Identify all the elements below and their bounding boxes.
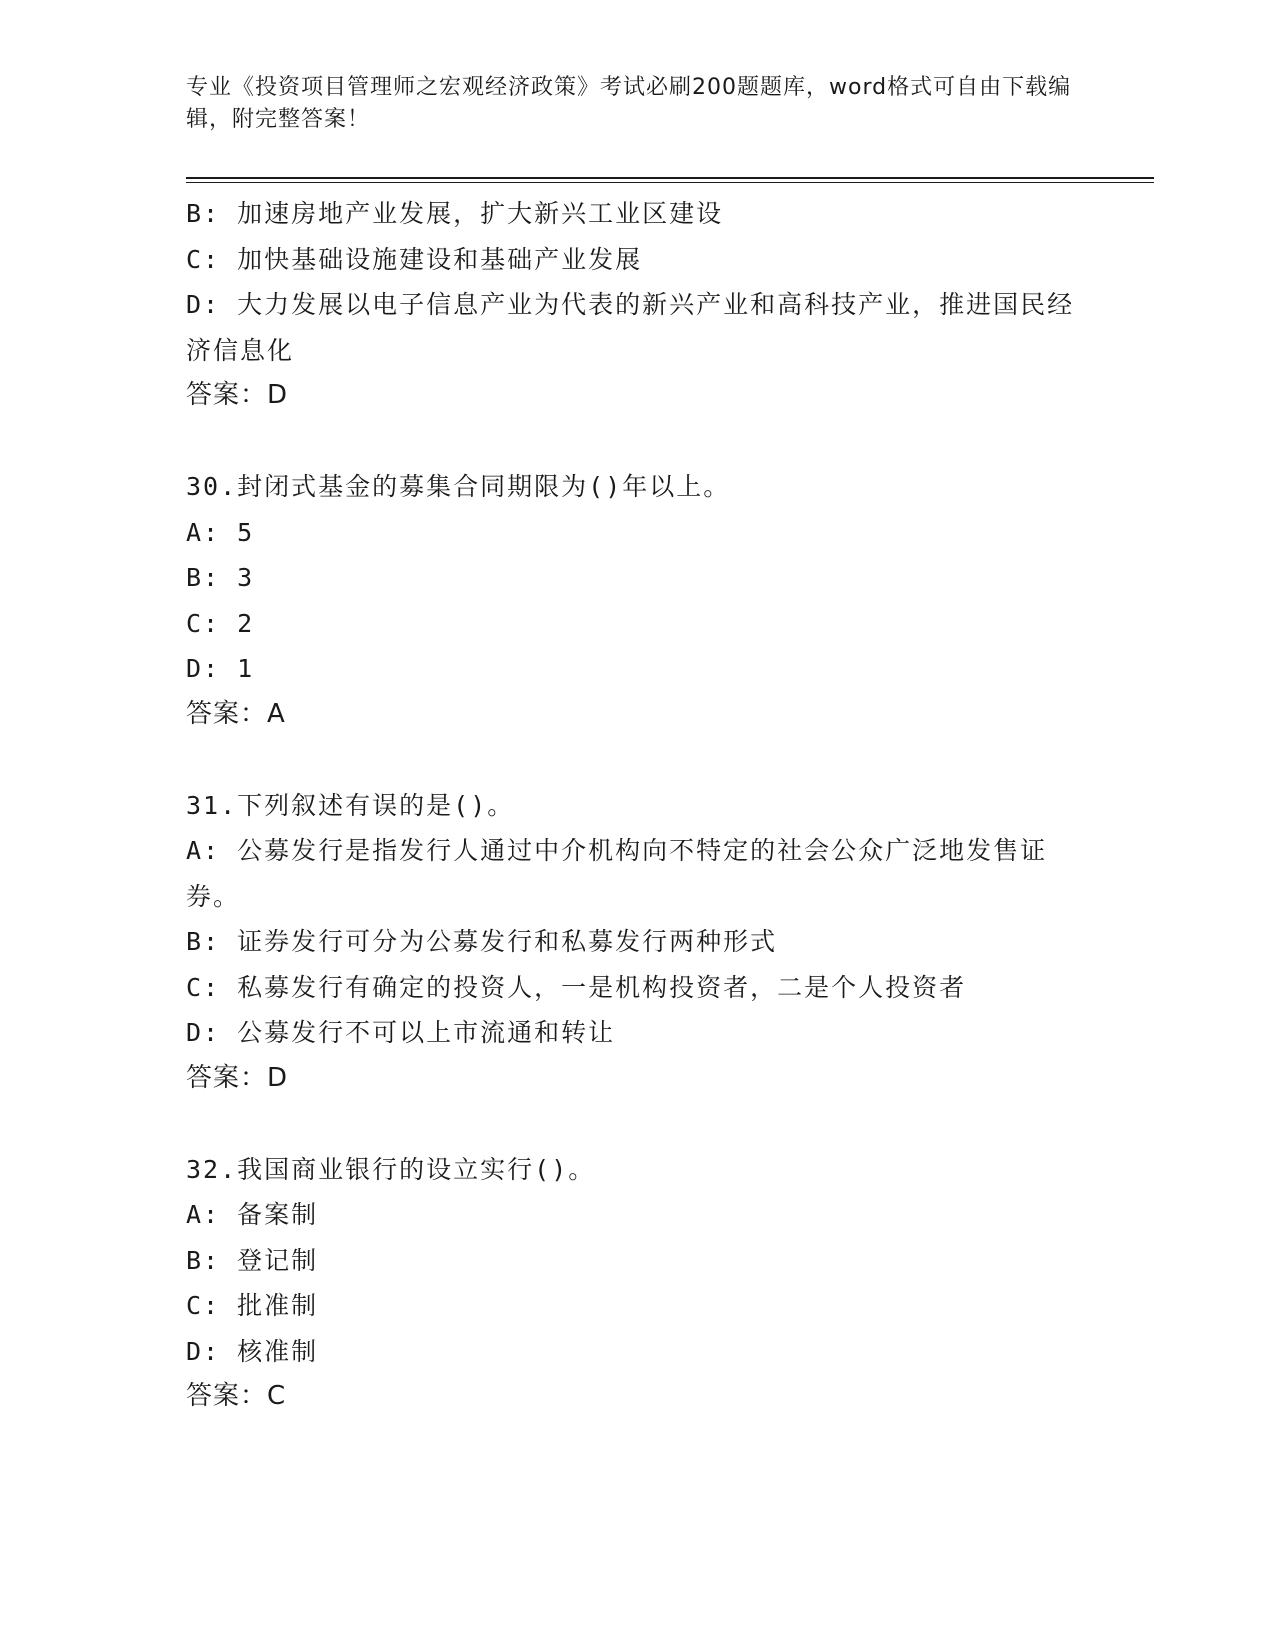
option-b: B: 证券发行可分为公募发行和私募发行两种形式 — [186, 927, 778, 956]
option-a: A: 5 — [186, 517, 255, 547]
document-header: 专业《投资项目管理师之宏观经济政策》考试必刷200题题库，word格式可自由下载编辑，附完整答案！ — [186, 75, 1072, 132]
option-c: C: 加快基础设施建设和基础产业发展 — [186, 244, 643, 274]
option-c: C: 批准制 — [186, 1291, 319, 1320]
option-a: A: 公募发行是指发行人通过中介机构向不特定的社会公众广泛地发售证券。 — [186, 836, 1048, 911]
option-a: A: 备案制 — [186, 1200, 319, 1229]
answer-line: 答案：D — [186, 380, 289, 410]
spacer — [186, 1101, 1086, 1147]
option-d: D: 公募发行不可以上市流通和转让 — [186, 1018, 616, 1047]
question-content — [186, 191, 1086, 1420]
question-stem: 30.封闭式基金的募集合同期限为()年以上。 — [186, 472, 731, 501]
spacer — [186, 737, 1086, 783]
answer-line: 答案：A — [186, 698, 286, 729]
header-divider-thick — [186, 177, 1154, 179]
question-stem: 32.我国商业银行的设立实行()。 — [186, 1154, 596, 1184]
option-c: C: 私募发行有确定的投资人，一是机构投资者，二是个人投资者 — [186, 972, 967, 1002]
option-b: B: 登记制 — [186, 1245, 319, 1275]
option-c: C: 2 — [186, 608, 255, 638]
answer-line: 答案：C — [186, 1381, 287, 1411]
option-b: B: 加速房地产业发展，扩大新兴工业区建设 — [186, 199, 724, 228]
option-d: D: 大力发展以电子信息产业为代表的新兴产业和高科技产业，推进国民经济信息化 — [186, 290, 1075, 365]
spacer — [186, 419, 1086, 465]
question-stem: 31.下列叙述有误的是()。 — [186, 790, 515, 820]
option-d: D: 1 — [186, 654, 255, 683]
header-divider-thin — [186, 182, 1154, 183]
answer-line: 答案：D — [186, 1062, 289, 1093]
option-d: D: 核准制 — [186, 1336, 319, 1366]
option-b: B: 3 — [186, 563, 255, 592]
